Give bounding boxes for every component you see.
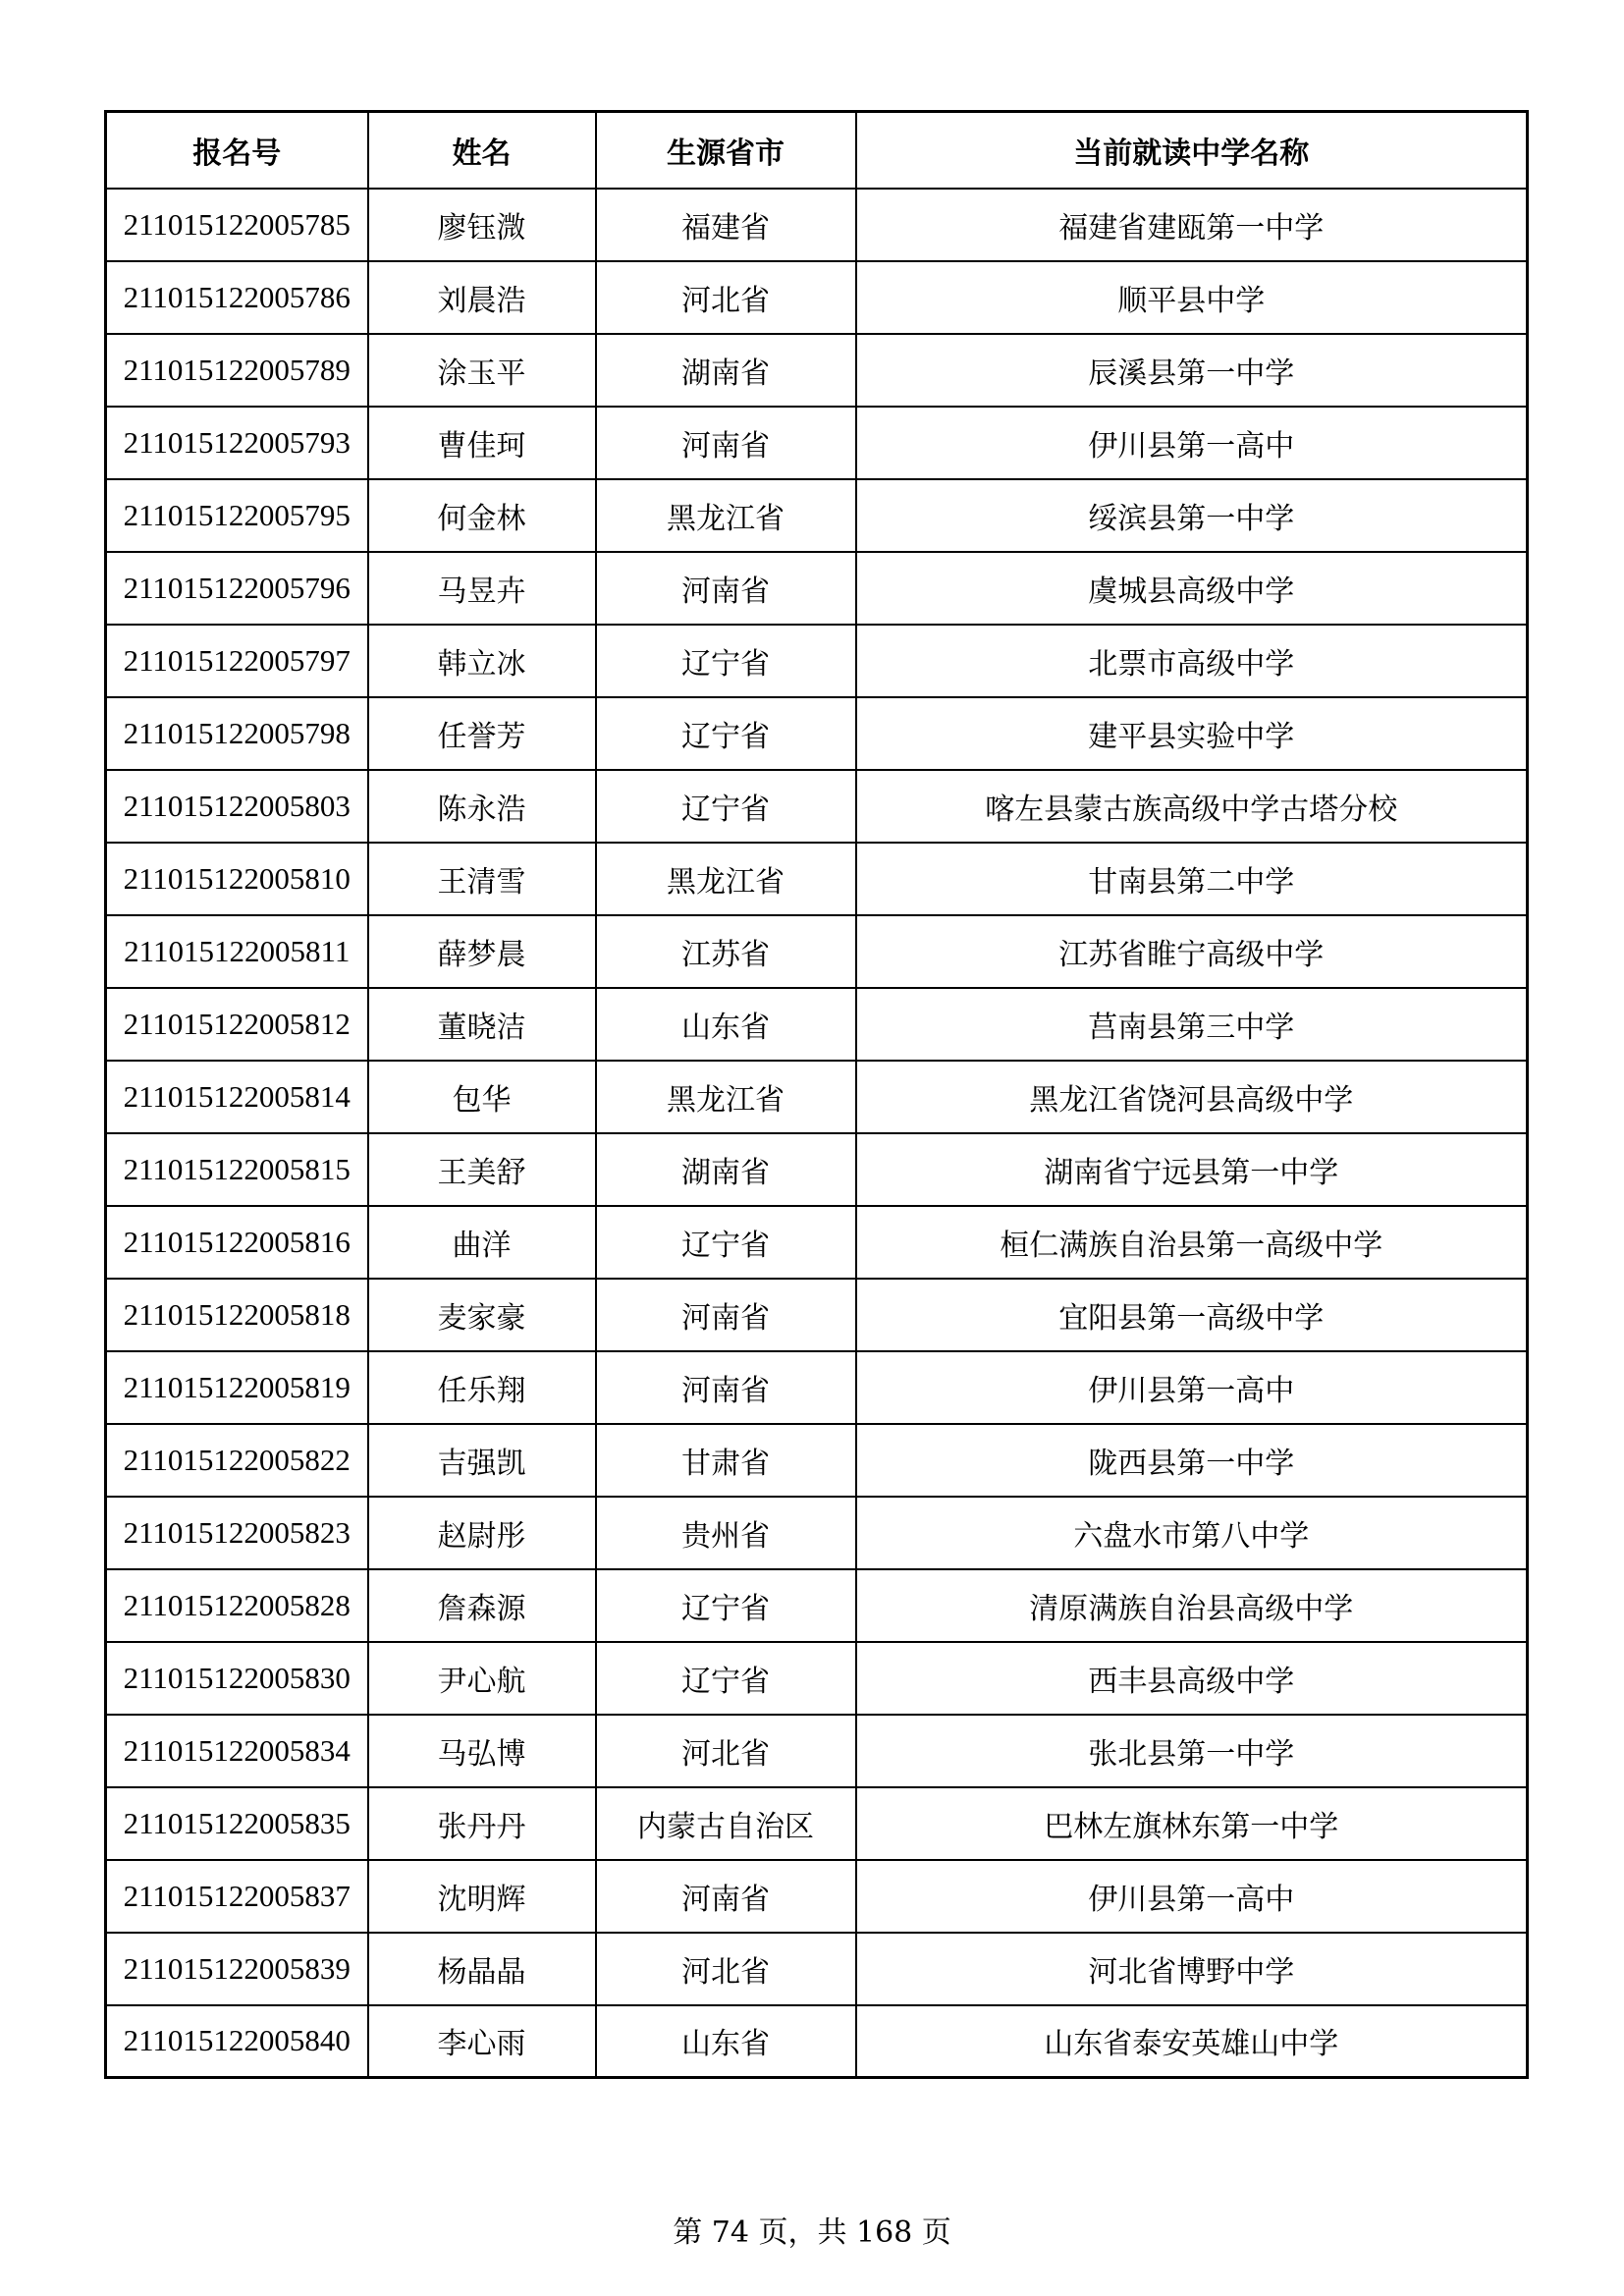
table-row [106, 915, 1528, 988]
cell-school: 西丰县高级中学 [856, 1642, 1528, 1715]
cell-school: 江苏省睢宁高级中学 [856, 915, 1528, 988]
cell-registration-number: 211015122005798 [106, 697, 368, 770]
cell-province: 辽宁省 [596, 1569, 856, 1642]
cell-registration-number: 211015122005786 [106, 261, 368, 334]
cell-school: 建平县实验中学 [856, 697, 1528, 770]
table-row [106, 1497, 1528, 1569]
cell-registration-number: 211015122005796 [106, 552, 368, 625]
cell-name: 何金林 [368, 479, 596, 552]
cell-name: 詹森源 [368, 1569, 596, 1642]
cell-province: 辽宁省 [596, 1206, 856, 1279]
cell-registration-number: 211015122005837 [106, 1860, 368, 1933]
table-row [106, 334, 1528, 407]
cell-name: 涂玉平 [368, 334, 596, 407]
header-registration-number: 报名号 [106, 112, 368, 189]
cell-province: 湖南省 [596, 1133, 856, 1206]
cell-name: 尹心航 [368, 1642, 596, 1715]
cell-province: 河南省 [596, 1351, 856, 1424]
page-number-footer: 第 74 页，共 168 页 [673, 2215, 951, 2250]
cell-school: 莒南县第三中学 [856, 988, 1528, 1061]
cell-school: 喀左县蒙古族高级中学古塔分校 [856, 770, 1528, 843]
cell-province: 江苏省 [596, 915, 856, 988]
cell-name: 杨晶晶 [368, 1933, 596, 2005]
cell-province: 河南省 [596, 407, 856, 479]
cell-province: 河南省 [596, 552, 856, 625]
cell-name: 张丹丹 [368, 1787, 596, 1860]
table-body [106, 189, 1528, 2078]
cell-name: 曲洋 [368, 1206, 596, 1279]
cell-name: 吉强凯 [368, 1424, 596, 1497]
cell-registration-number: 211015122005819 [106, 1351, 368, 1424]
cell-province: 山东省 [596, 988, 856, 1061]
cell-registration-number: 211015122005818 [106, 1279, 368, 1351]
table-row [106, 1933, 1528, 2005]
table-row [106, 552, 1528, 625]
cell-name: 廖钰溦 [368, 189, 596, 261]
header-school: 当前就读中学名称 [856, 112, 1528, 189]
cell-name: 韩立冰 [368, 625, 596, 697]
cell-province: 辽宁省 [596, 770, 856, 843]
roster-table [104, 110, 1529, 2079]
cell-registration-number: 211015122005793 [106, 407, 368, 479]
table-row [106, 2005, 1528, 2078]
cell-school: 山东省泰安英雄山中学 [856, 2005, 1528, 2078]
cell-name: 陈永浩 [368, 770, 596, 843]
cell-name: 赵尉彤 [368, 1497, 596, 1569]
cell-province: 河北省 [596, 261, 856, 334]
table-row [106, 697, 1528, 770]
table-row [106, 770, 1528, 843]
cell-registration-number: 211015122005810 [106, 843, 368, 915]
table-header-row [106, 112, 1528, 189]
cell-name: 包华 [368, 1061, 596, 1133]
cell-school: 清原满族自治县高级中学 [856, 1569, 1528, 1642]
cell-school: 桓仁满族自治县第一高级中学 [856, 1206, 1528, 1279]
cell-registration-number: 211015122005834 [106, 1715, 368, 1787]
cell-province: 甘肃省 [596, 1424, 856, 1497]
header-province: 生源省市 [596, 112, 856, 189]
cell-registration-number: 211015122005789 [106, 334, 368, 407]
cell-registration-number: 211015122005816 [106, 1206, 368, 1279]
cell-province: 河北省 [596, 1933, 856, 2005]
cell-name: 任乐翔 [368, 1351, 596, 1424]
cell-province: 河南省 [596, 1279, 856, 1351]
cell-province: 内蒙古自治区 [596, 1787, 856, 1860]
cell-registration-number: 211015122005840 [106, 2005, 368, 2078]
cell-school: 河北省博野中学 [856, 1933, 1528, 2005]
cell-registration-number: 211015122005795 [106, 479, 368, 552]
cell-registration-number: 211015122005828 [106, 1569, 368, 1642]
cell-registration-number: 211015122005812 [106, 988, 368, 1061]
cell-school: 辰溪县第一中学 [856, 334, 1528, 407]
cell-registration-number: 211015122005814 [106, 1061, 368, 1133]
cell-school: 张北县第一中学 [856, 1715, 1528, 1787]
cell-school: 虞城县高级中学 [856, 552, 1528, 625]
table-row [106, 1860, 1528, 1933]
table-row [106, 1133, 1528, 1206]
table-row [106, 1351, 1528, 1424]
table-row [106, 261, 1528, 334]
table-row [106, 479, 1528, 552]
cell-school: 陇西县第一中学 [856, 1424, 1528, 1497]
cell-registration-number: 211015122005823 [106, 1497, 368, 1569]
cell-school: 宜阳县第一高级中学 [856, 1279, 1528, 1351]
cell-school: 六盘水市第八中学 [856, 1497, 1528, 1569]
cell-name: 王美舒 [368, 1133, 596, 1206]
cell-registration-number: 211015122005835 [106, 1787, 368, 1860]
cell-school: 伊川县第一高中 [856, 1860, 1528, 1933]
cell-school: 顺平县中学 [856, 261, 1528, 334]
cell-registration-number: 211015122005803 [106, 770, 368, 843]
cell-school: 湖南省宁远县第一中学 [856, 1133, 1528, 1206]
cell-registration-number: 211015122005797 [106, 625, 368, 697]
table-row [106, 988, 1528, 1061]
cell-province: 福建省 [596, 189, 856, 261]
cell-name: 任誉芳 [368, 697, 596, 770]
table-row [106, 1061, 1528, 1133]
table-row [106, 1206, 1528, 1279]
cell-school: 北票市高级中学 [856, 625, 1528, 697]
cell-registration-number: 211015122005822 [106, 1424, 368, 1497]
table-row [106, 1424, 1528, 1497]
cell-registration-number: 211015122005785 [106, 189, 368, 261]
cell-registration-number: 211015122005830 [106, 1642, 368, 1715]
cell-name: 王清雪 [368, 843, 596, 915]
cell-province: 湖南省 [596, 334, 856, 407]
header-name: 姓名 [368, 112, 596, 189]
table-row [106, 189, 1528, 261]
cell-school: 巴林左旗林东第一中学 [856, 1787, 1528, 1860]
cell-name: 曹佳珂 [368, 407, 596, 479]
cell-school: 黑龙江省饶河县高级中学 [856, 1061, 1528, 1133]
cell-province: 辽宁省 [596, 625, 856, 697]
cell-registration-number: 211015122005839 [106, 1933, 368, 2005]
table-row [106, 1715, 1528, 1787]
cell-name: 董晓洁 [368, 988, 596, 1061]
cell-province: 河南省 [596, 1860, 856, 1933]
cell-province: 黑龙江省 [596, 479, 856, 552]
cell-province: 山东省 [596, 2005, 856, 2078]
cell-name: 薛梦晨 [368, 915, 596, 988]
cell-school: 甘南县第二中学 [856, 843, 1528, 915]
cell-registration-number: 211015122005811 [106, 915, 368, 988]
table-row [106, 1787, 1528, 1860]
cell-school: 伊川县第一高中 [856, 1351, 1528, 1424]
cell-province: 辽宁省 [596, 697, 856, 770]
cell-school: 伊川县第一高中 [856, 407, 1528, 479]
table-row [106, 1279, 1528, 1351]
cell-province: 黑龙江省 [596, 1061, 856, 1133]
cell-province: 河北省 [596, 1715, 856, 1787]
cell-name: 刘晨浩 [368, 261, 596, 334]
cell-name: 麦家豪 [368, 1279, 596, 1351]
cell-school: 福建省建瓯第一中学 [856, 189, 1528, 261]
cell-name: 李心雨 [368, 2005, 596, 2078]
cell-name: 沈明辉 [368, 1860, 596, 1933]
cell-province: 辽宁省 [596, 1642, 856, 1715]
cell-registration-number: 211015122005815 [106, 1133, 368, 1206]
cell-name: 马弘博 [368, 1715, 596, 1787]
cell-province: 贵州省 [596, 1497, 856, 1569]
cell-province: 黑龙江省 [596, 843, 856, 915]
table-row [106, 407, 1528, 479]
table-row [106, 1569, 1528, 1642]
cell-name: 马昱卉 [368, 552, 596, 625]
table-row [106, 1642, 1528, 1715]
cell-school: 绥滨县第一中学 [856, 479, 1528, 552]
table-row [106, 843, 1528, 915]
table-row [106, 625, 1528, 697]
